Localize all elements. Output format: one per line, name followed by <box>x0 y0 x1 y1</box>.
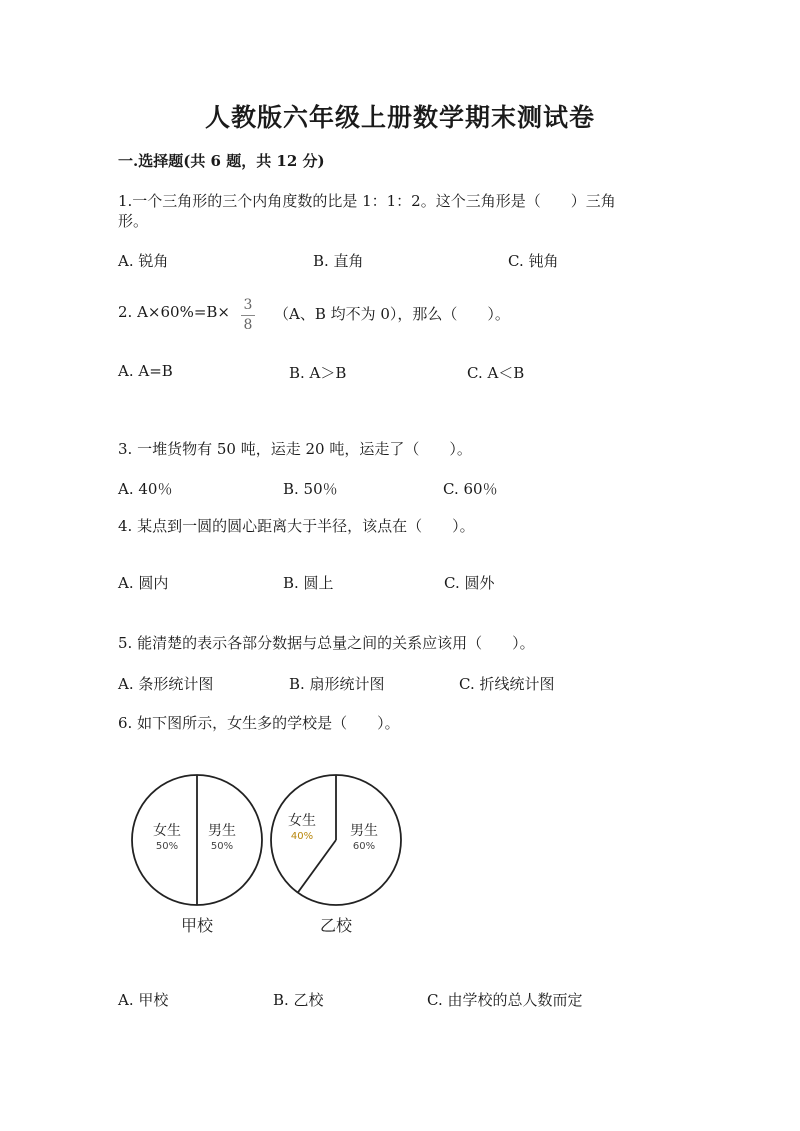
pie-slice-label-1-1: 男生 <box>350 823 378 839</box>
question-5-option-b: B. 扇形统计图 <box>289 675 385 693</box>
fraction-denominator: 8 <box>243 317 253 333</box>
pie-slice-value-0-0: 50% <box>155 841 179 852</box>
question-2-prefix: 2. A×60%=B× <box>118 303 230 321</box>
question-6-text: 6. 如下图所示，女生多的学校是（ ）。 <box>118 714 400 732</box>
question-4-option-c: C. 圆外 <box>444 574 495 592</box>
fraction-numerator: 3 <box>243 297 253 313</box>
section-heading: 一.选择题(共 6 题，共 12 分) <box>118 152 325 170</box>
question-2-option-b: B. A＞B <box>289 364 347 382</box>
question-6-option-c: C. 由学校的总人数而定 <box>427 991 583 1009</box>
question-4-option-b: B. 圆上 <box>283 574 334 592</box>
question-3-option-b: B. 50％ <box>283 480 338 498</box>
pie-slice-value-1-1: 60% <box>352 841 376 852</box>
question-5-option-a: A. 条形统计图 <box>118 675 214 693</box>
pie-charts-figure <box>0 760 800 960</box>
question-5-option-c: C. 折线统计图 <box>459 675 555 693</box>
question-1-option-a: A. 锐角 <box>118 252 169 270</box>
question-4-option-a: A. 圆内 <box>118 574 169 592</box>
pie-slice-label-0-1: 男生 <box>208 823 236 839</box>
question-1-text-cont: 形。 <box>118 212 149 230</box>
pie-slice-value-1-0: 40% <box>290 831 314 842</box>
question-3-text: 3. 一堆货物有 50 吨，运走 20 吨，运走了（ ）。 <box>118 440 472 458</box>
pie-title-0: 甲校 <box>180 916 214 935</box>
pie-slice-label-1-0: 女生 <box>288 813 316 829</box>
question-2-option-c: C. A＜B <box>467 364 525 382</box>
question-2-suffix: （A、B 均不为 0），那么（ ）。 <box>274 305 510 323</box>
pie-slice-value-0-1: 50% <box>210 841 234 852</box>
question-5-text: 5. 能清楚的表示各部分数据与总量之间的关系应该用（ ）。 <box>118 634 535 652</box>
pie-slice-label-0-0: 女生 <box>153 823 181 839</box>
pie-slice-boundary-1-1 <box>298 840 336 893</box>
question-2-option-a: A. A=B <box>118 362 173 380</box>
fraction-bar <box>241 315 255 316</box>
question-3-option-c: C. 60％ <box>443 480 498 498</box>
question-6-option-a: A. 甲校 <box>118 991 169 1009</box>
pie-title-1: 乙校 <box>319 916 353 935</box>
question-4-text: 4. 某点到一圆的圆心距离大于半径，该点在（ ）。 <box>118 517 475 535</box>
page-title: 人教版六年级上册数学期末测试卷 <box>204 103 595 132</box>
question-3-option-a: A. 40％ <box>118 480 173 498</box>
question-1-text: 1.一个三角形的三个内角度数的比是 1：1：2。这个三角形是（ ）三角 <box>118 192 616 210</box>
question-6-option-b: B. 乙校 <box>273 991 324 1009</box>
question-1-option-b: B. 直角 <box>313 252 364 270</box>
question-1-option-c: C. 钝角 <box>508 252 559 270</box>
